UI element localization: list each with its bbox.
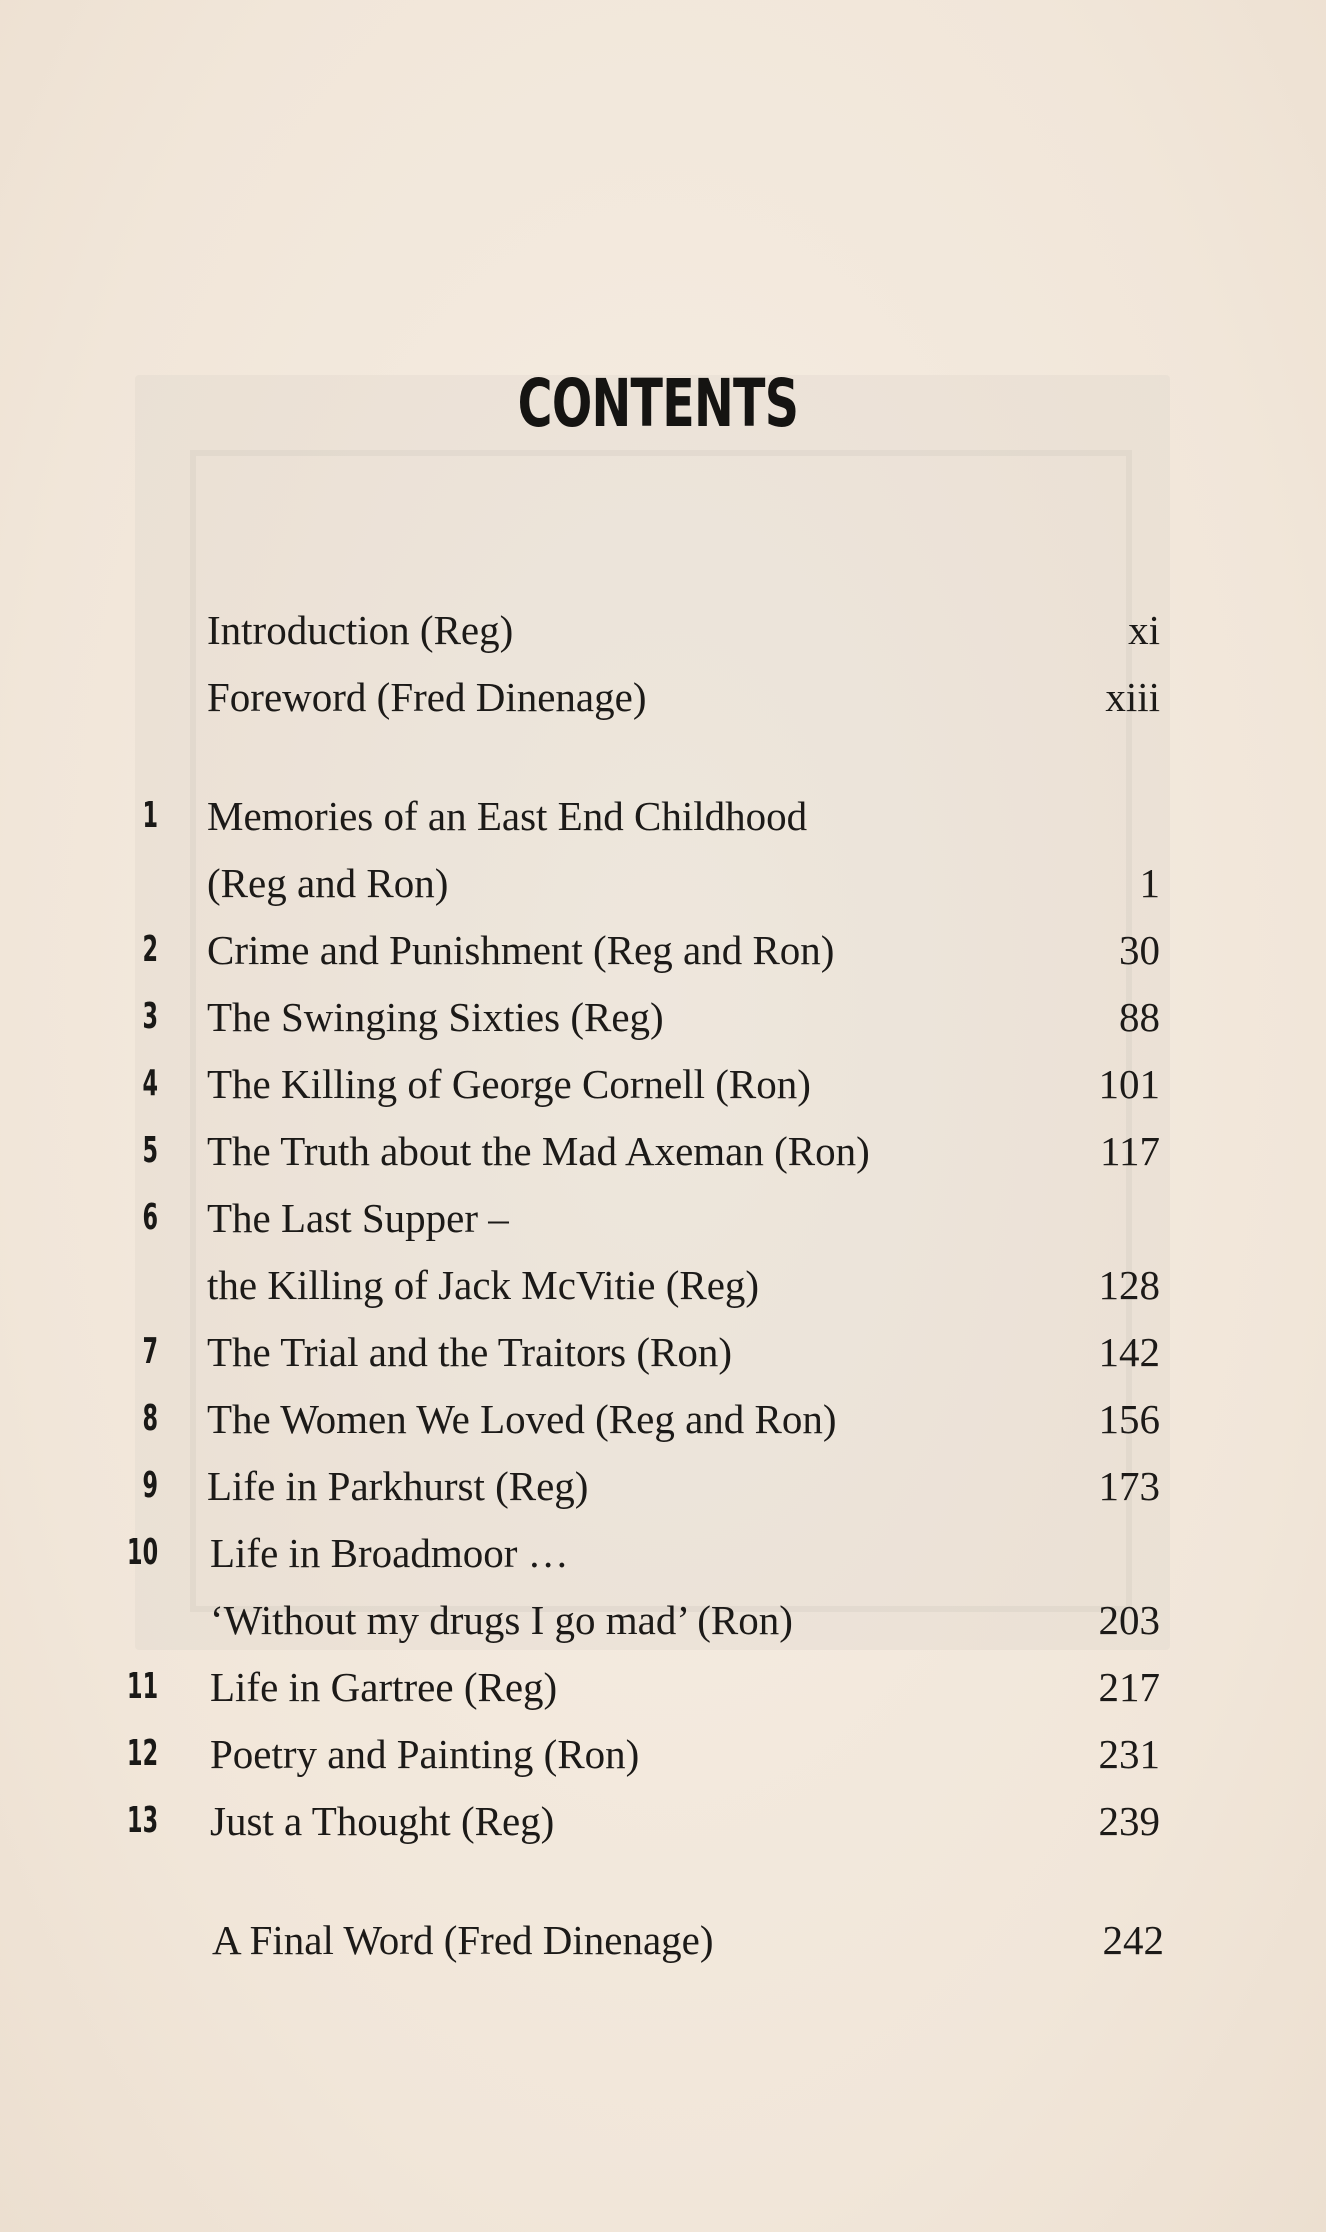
toc-chapter-8 [0, 1389, 1326, 1449]
toc-chapter-9 [0, 1456, 1326, 1516]
toc-chapter-2 [0, 920, 1326, 980]
entry-page: xi [1128, 607, 1160, 653]
entry-title-cont: ‘Without my drugs I go mad’ (Ron) [210, 1597, 793, 1643]
page-title: CONTENTS [517, 365, 799, 442]
entry-title: The Killing of George Cornell (Ron) [207, 1061, 811, 1107]
entry-page: 101 [1098, 1061, 1160, 1107]
toc-entry-introduction [0, 600, 1326, 660]
entry-page: 156 [1098, 1396, 1160, 1442]
toc-chapter-10-cont [0, 1590, 1326, 1650]
chapter-number: 7 [142, 1331, 158, 1372]
chapter-number: 10 [126, 1532, 158, 1573]
toc-chapter-6-cont [0, 1255, 1326, 1315]
entry-title: The Swinging Sixties (Reg) [207, 994, 664, 1040]
toc-chapter-1 [0, 786, 1326, 846]
entry-title: The Trial and the Traitors (Ron) [207, 1329, 733, 1375]
chapter-number: 3 [142, 996, 158, 1037]
toc-entry-foreword [0, 667, 1326, 727]
entry-page: 117 [1100, 1128, 1160, 1174]
toc-chapter-4 [0, 1054, 1326, 1114]
entry-title: A Final Word (Fred Dinenage) [212, 1917, 714, 1963]
entry-page: 231 [1098, 1731, 1160, 1777]
chapter-number: 12 [126, 1733, 158, 1774]
chapter-number: 11 [126, 1666, 158, 1707]
toc-chapter-6 [0, 1188, 1326, 1248]
chapter-number: 6 [142, 1197, 158, 1238]
entry-page: 203 [1098, 1597, 1160, 1643]
toc-entry-final-word [0, 1910, 1326, 1970]
entry-page: 239 [1098, 1798, 1160, 1844]
entry-title-cont: (Reg and Ron) [207, 860, 449, 906]
entry-page: 88 [1119, 994, 1160, 1040]
entry-page: 1 [1139, 860, 1160, 906]
chapter-number: 1 [142, 795, 158, 836]
entry-title: The Women We Loved (Reg and Ron) [207, 1396, 837, 1442]
toc-chapter-3 [0, 987, 1326, 1047]
entry-title: Poetry and Painting (Ron) [210, 1731, 640, 1777]
toc-chapter-1-cont [0, 853, 1326, 913]
entry-title: Life in Parkhurst (Reg) [207, 1463, 589, 1509]
toc-chapter-11 [0, 1657, 1326, 1717]
entry-page: 173 [1098, 1463, 1160, 1509]
toc-chapter-5 [0, 1121, 1326, 1181]
entry-title: Life in Gartree (Reg) [210, 1664, 558, 1710]
chapter-number: 5 [142, 1130, 158, 1171]
toc-chapter-12 [0, 1724, 1326, 1784]
entry-title: Just a Thought (Reg) [210, 1798, 555, 1844]
entry-title: Introduction (Reg) [207, 607, 514, 653]
entry-page: 142 [1098, 1329, 1160, 1375]
entry-page: 30 [1119, 927, 1160, 973]
entry-title: The Truth about the Mad Axeman (Ron) [207, 1128, 870, 1174]
entry-title: Memories of an East End Childhood [207, 793, 808, 839]
entry-title: Crime and Punishment (Reg and Ron) [207, 927, 835, 973]
entry-title: The Last Supper – [207, 1195, 509, 1241]
toc-chapter-7 [0, 1322, 1326, 1382]
chapter-number: 8 [142, 1398, 158, 1439]
chapter-number: 2 [142, 929, 158, 970]
entry-page: 217 [1098, 1664, 1160, 1710]
entry-page: 128 [1098, 1262, 1160, 1308]
entry-page: 242 [1102, 1917, 1164, 1963]
chapter-number: 4 [142, 1063, 158, 1104]
entry-page: xiii [1105, 674, 1160, 720]
chapter-number: 13 [126, 1800, 158, 1841]
entry-title-cont: the Killing of Jack McVitie (Reg) [207, 1262, 760, 1308]
toc-chapter-13 [0, 1791, 1326, 1851]
toc-chapter-10 [0, 1523, 1326, 1583]
entry-title: Foreword (Fred Dinenage) [207, 674, 647, 720]
entry-title: Life in Broadmoor … [210, 1530, 569, 1576]
chapter-number: 9 [142, 1465, 158, 1506]
